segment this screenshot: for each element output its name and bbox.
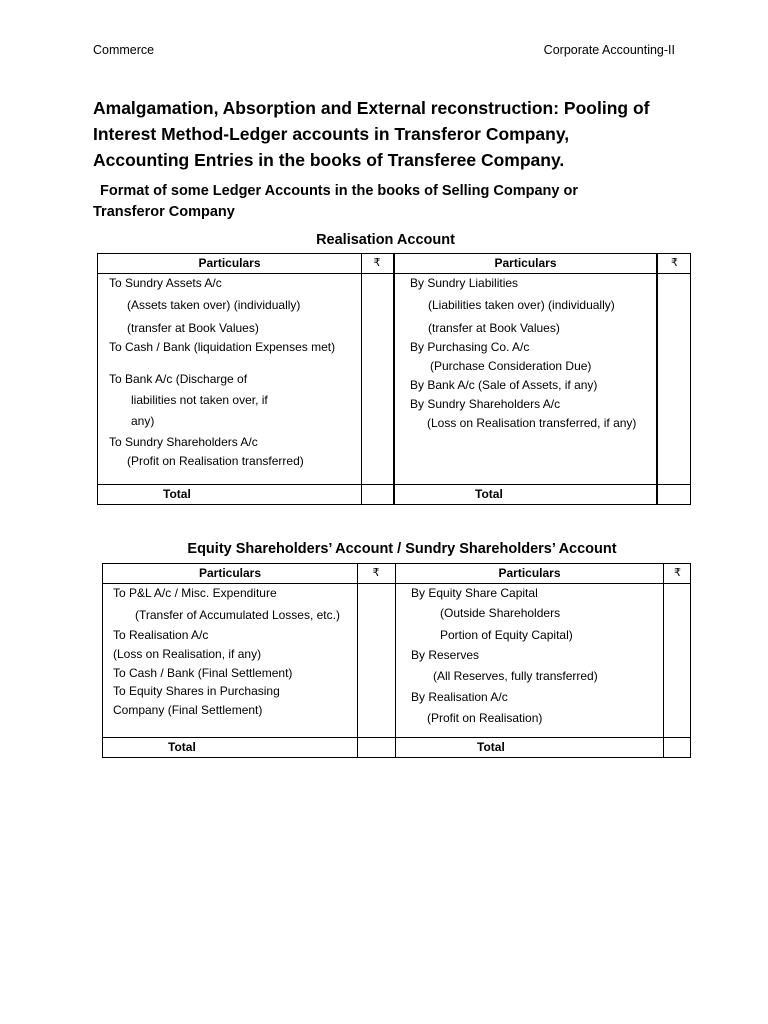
credit-entries xyxy=(396,584,663,739)
header-course: Corporate Accounting-II xyxy=(543,43,675,57)
realisation-ledger xyxy=(97,253,691,505)
entry-line: (Transfer of Accumulated Losses, etc.) xyxy=(135,608,340,622)
header-particulars-dr: Particulars xyxy=(198,566,262,580)
entry-line: Portion of Equity Capital) xyxy=(440,628,573,642)
title-line: Amalgamation, Absorption and External reconstruction: Pooling of xyxy=(93,98,650,118)
entry-line: (Purchase Consideration Due) xyxy=(430,359,592,373)
entry-line: (transfer at Book Values) xyxy=(127,321,259,335)
subtitle-line: Format of some Ledger Accounts in the books of Selling Company or xyxy=(100,183,579,199)
entry-line: (Profit on Realisation transferred) xyxy=(127,454,304,468)
title-line: Interest Method-Ledger accounts in Transferor Company, xyxy=(93,124,570,144)
shareholders-account-title: Equity Shareholders’ Account / Sundry Shareholders’ Account xyxy=(187,541,617,557)
entry-line: By Reserves xyxy=(411,648,480,662)
entry-line: (transfer at Book Values) xyxy=(428,321,560,335)
entry-line: (Outside Shareholders xyxy=(440,606,561,620)
entry-line: To Sundry Assets A/c xyxy=(109,276,222,290)
entry-line: By Realisation A/c xyxy=(411,690,508,704)
total-label-dr: Total xyxy=(163,487,191,501)
entry-line: To Cash / Bank (Final Settlement) xyxy=(113,666,293,680)
header-particulars-dr: Particulars xyxy=(198,256,261,270)
entry-line: By Sundry Liabilities xyxy=(410,276,519,290)
entry-line: (Assets taken over) (individually) xyxy=(127,298,301,312)
entry-line: (Liabilities taken over) (individually) xyxy=(428,298,615,312)
header-rupee-cr: ₹ xyxy=(674,567,681,579)
entry-line: To Cash / Bank (liquidation Expenses met) xyxy=(109,340,336,354)
entry-line: By Equity Share Capital xyxy=(411,586,538,600)
realisation-account-title: Realisation Account xyxy=(316,232,455,248)
shareholders-ledger xyxy=(102,563,691,758)
total-label-dr: Total xyxy=(168,740,196,754)
header-subject: Commerce xyxy=(93,43,155,57)
credit-entries xyxy=(395,274,656,484)
entry-line: By Sundry Shareholders A/c xyxy=(410,397,561,411)
section-subtitle xyxy=(93,181,693,223)
header-rupee-cr: ₹ xyxy=(671,257,678,269)
entry-line: (Loss on Realisation transferred, if any) xyxy=(427,416,637,430)
entry-line: Company (Final Settlement) xyxy=(113,703,263,717)
entry-line: By Bank A/c (Sale of Assets, if any) xyxy=(410,378,598,392)
total-label-cr: Total xyxy=(475,487,503,501)
header-rupee-dr: ₹ xyxy=(372,567,380,579)
debit-entries xyxy=(98,274,361,484)
entry-line: any) xyxy=(131,414,155,428)
entry-line: liabilities not taken over, if xyxy=(131,393,268,407)
entry-line: To P&L A/c / Misc. Expenditure xyxy=(113,586,277,600)
entry-line: To Sundry Shareholders A/c xyxy=(109,435,258,449)
header-particulars-cr: Particulars xyxy=(498,566,561,580)
page-title xyxy=(93,95,693,173)
subtitle-line: Transferor Company xyxy=(93,204,235,220)
debit-entries xyxy=(103,584,357,739)
entry-line: (Loss on Realisation, if any) xyxy=(113,647,262,661)
column-divider xyxy=(663,564,664,757)
header-rupee-dr: ₹ xyxy=(373,257,381,269)
entry-line: To Equity Shares in Purchasing xyxy=(113,684,280,698)
title-line: Accounting Entries in the books of Transferee Company. xyxy=(93,150,565,170)
entry-line: (All Reserves, fully transferred) xyxy=(433,669,598,683)
column-divider xyxy=(656,254,658,504)
entry-line: (Profit on Realisation) xyxy=(427,711,543,725)
entry-line: To Bank A/c (Discharge of xyxy=(109,372,248,386)
header-particulars-cr: Particulars xyxy=(494,256,557,270)
entry-line: By Purchasing Co. A/c xyxy=(410,340,530,354)
entry-line: To Realisation A/c xyxy=(113,628,209,642)
column-divider xyxy=(357,564,358,757)
total-label-cr: Total xyxy=(477,740,505,754)
column-divider xyxy=(361,254,362,504)
